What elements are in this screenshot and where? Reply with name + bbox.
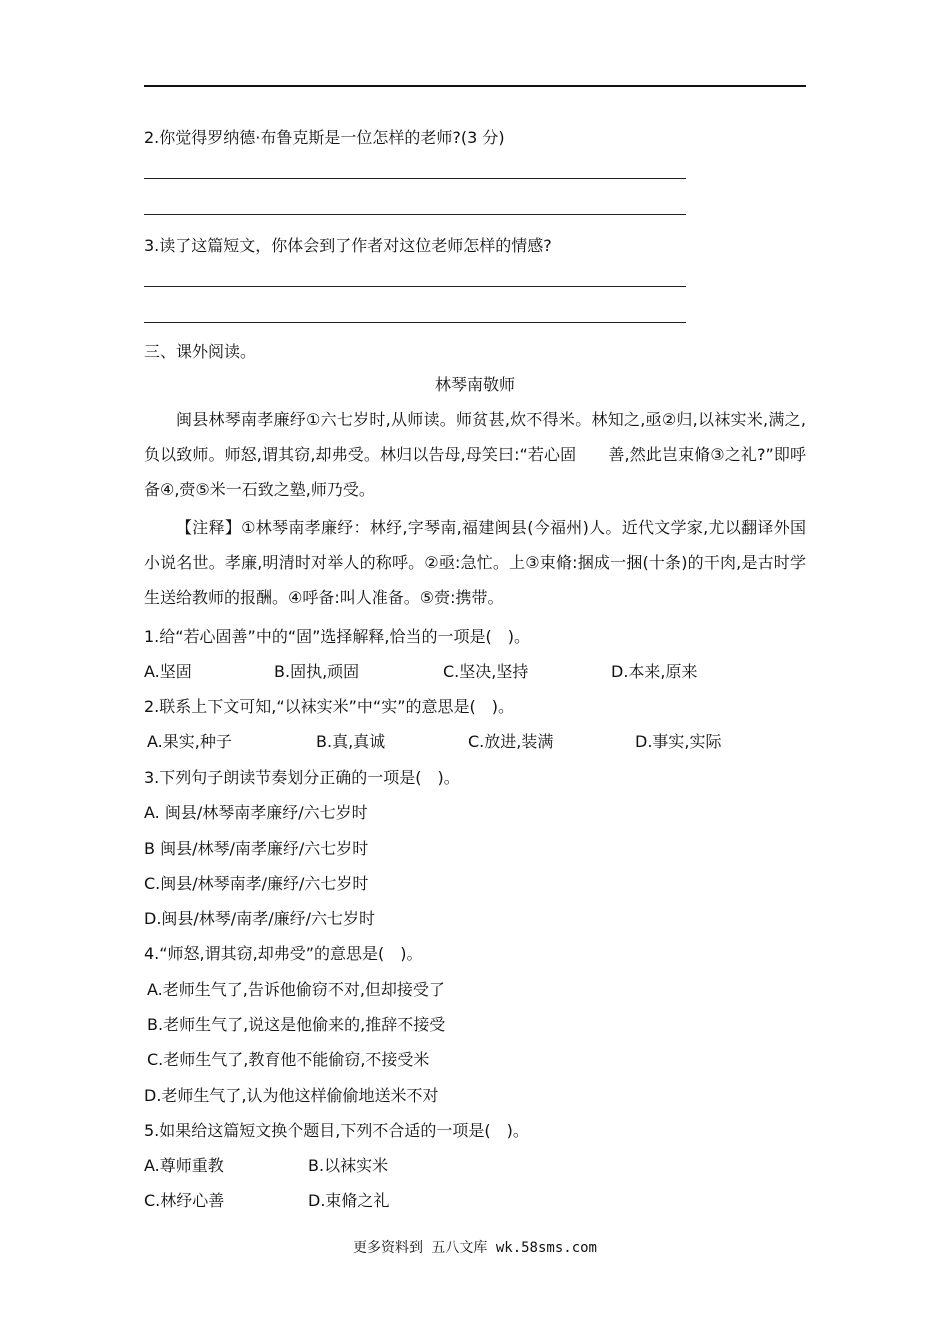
footer-link[interactable]: 更多资料到 五八文库 wk.58sms.com (352, 1240, 597, 1256)
mc-option-2d: D.事实,实际 (635, 732, 722, 751)
passage-title: 林琴南敬师 (434, 375, 515, 394)
passage-body: 闽县林琴南孝廉纾①六七岁时,从师读。师贫甚,炊不得米。林知之,亟②归,以袜实米,满之,负以致师。师怒,谓其窃,却弗受。林归以告母,母笑曰:“若心固 善,然此岂束脩③之礼?”即呼备④,赍⑤米一石致之塾,师乃受。 (144, 410, 806, 499)
mc-option-3d: D.闽县/林琴/南孝/廉纾/六七岁时 (144, 909, 375, 928)
mc-question-5: 5.如果给这篇短文换个题目,下列不合适的一项是( )。 (144, 1121, 529, 1140)
mc-question-3: 3.下列句子朗读节奏划分正确的一项是( )。 (144, 768, 460, 787)
mc-option-3b: B 闽县/林琴/南孝廉纾/六七岁时 (144, 839, 369, 858)
mc-question-1: 1.给“若心固善”中的“固”选择解释,恰当的一项是( )。 (144, 627, 530, 646)
mc-option-2b: B.真,真诚 (316, 732, 386, 751)
mc-option-2a: A.果实,种子 (147, 732, 232, 751)
question-2: 2.你觉得罗纳德·布鲁克斯是一位怎样的老师?(3 分) (144, 128, 505, 147)
mc-option-5a: A.尊师重教 (144, 1156, 224, 1175)
mc-option-1b: B.固执,顽固 (274, 662, 360, 681)
mc-option-1c: C.坚决,坚持 (443, 662, 529, 681)
mc-option-1a: A.坚固 (144, 662, 192, 681)
section-title: 三、课外阅读。 (144, 342, 257, 361)
mc-option-5c: C.林纾心善 (144, 1191, 225, 1210)
answer-line (144, 178, 686, 179)
answer-line (144, 322, 686, 323)
mc-option-5d: D.束脩之礼 (308, 1191, 390, 1210)
mc-question-2: 2.联系上下文可知,“以袜实米”中“实”的意思是( )。 (144, 697, 514, 716)
mc-option-4a: A.老师生气了,告诉他偷窃不对,但却接受了 (147, 980, 445, 999)
mc-option-3c: C.闽县/林琴南孝/廉纾/六七岁时 (144, 874, 369, 893)
answer-line (144, 214, 686, 215)
mc-option-4d: D.老师生气了,认为他这样偷偷地送米不对 (144, 1086, 439, 1105)
answer-line (144, 286, 686, 287)
mc-question-4: 4.“师怒,谓其窃,却弗受”的意思是( )。 (144, 944, 423, 963)
mc-option-4b: B.老师生气了,说这是他偷来的,推辞不接受 (147, 1015, 446, 1034)
mc-option-3a: A. 闽县/林琴南孝廉纾/六七岁时 (144, 803, 368, 822)
mc-option-2c: C.放进,装满 (468, 732, 554, 751)
mc-option-5b: B.以袜实米 (308, 1156, 389, 1175)
mc-option-1d: D.本来,原来 (611, 662, 698, 681)
top-rule (144, 85, 806, 87)
question-3: 3.读了这篇短文，你体会到了作者对这位老师怎样的情感? (144, 236, 552, 255)
mc-option-4c: C.老师生气了,教育他不能偷窃,不接受米 (147, 1050, 430, 1069)
passage-notes: 【注释】①林琴南孝廉纾：林纾,字琴南,福建闽县(今福州)人。近代文学家,尤以翻译外国小说名世。孝廉,明清时对举人的称呼。②亟:急忙。上③束脩:捆成一捆(十条)的干肉,是古时学生送给教师的报酬。④呼备:叫人准备。⑤赍:携带。 (144, 518, 806, 607)
